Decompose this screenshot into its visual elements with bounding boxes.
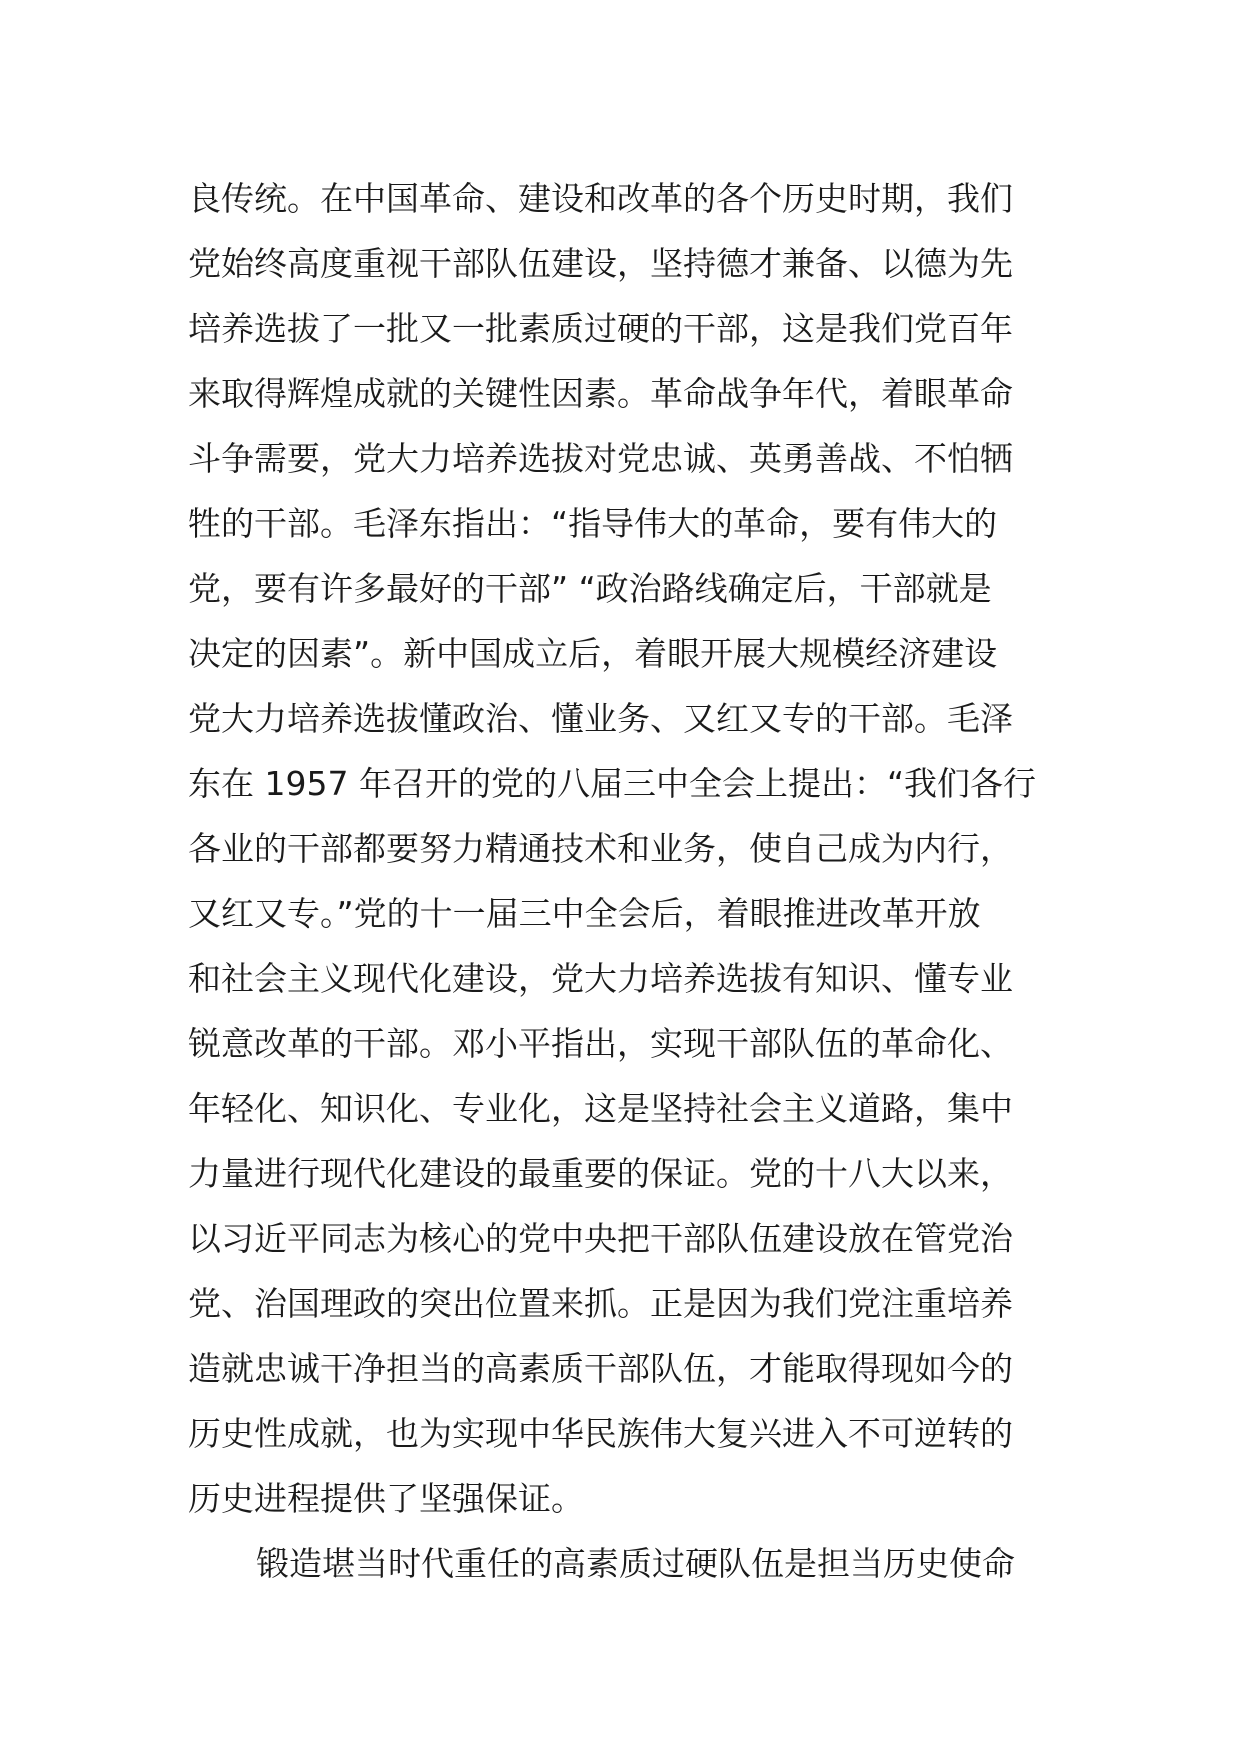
text-line: 良传统。在中国革命、建设和改革的各个历史时期，我们: [188, 179, 1013, 218]
text-line: 党大力培养选拔懂政治、懂业务、又红又专的干部。毛泽: [188, 699, 1013, 738]
text-line: 锐意改革的干部。邓小平指出，实现干部队伍的革命化、: [188, 1024, 1013, 1063]
text-line: 培养选拔了一批又一批素质过硬的干部，这是我们党百年: [188, 309, 1013, 348]
text-line: 决定的因素”。新中国成立后，着眼开展大规模经济建设: [188, 634, 998, 673]
text-line: 牲的干部。毛泽东指出：“指导伟大的革命，要有伟大的: [188, 504, 998, 543]
paragraph: [188, 1531, 1068, 1596]
text-line: 以习近平同志为核心的党中央把干部队伍建设放在管党治: [188, 1219, 1013, 1258]
text-line: 锻造堪当时代重任的高素质过硬队伍是担当历史使命: [256, 1544, 1015, 1583]
body-text: [188, 166, 1068, 1596]
text-line: 年轻化、知识化、专业化，这是坚持社会主义道路，集中: [188, 1089, 1013, 1128]
text-line: 党始终高度重视干部队伍建设，坚持德才兼备、以德为先: [188, 244, 1013, 283]
text-line: 来取得辉煌成就的关键性因素。革命战争年代，着眼革命: [188, 374, 1013, 413]
text-line: 历史性成就，也为实现中华民族伟大复兴进入不可逆转的: [188, 1414, 1013, 1453]
text-line: 党、治国理政的突出位置来抓。正是因为我们党注重培养: [188, 1284, 1013, 1323]
text-line: 党，要有许多最好的干部” “政治路线确定后，干部就是: [188, 569, 992, 608]
text-line: 斗争需要，党大力培养选拔对党忠诚、英勇善战、不怕牺: [188, 439, 1013, 478]
text-line: 造就忠诚干净担当的高素质干部队伍，才能取得现如今的: [188, 1349, 1013, 1388]
text-line: 力量进行现代化建设的最重要的保证。党的十八大以来，: [188, 1154, 1013, 1193]
text-line: 又红又专。”党的十一届三中全会后，着眼推进改革开放: [188, 894, 981, 933]
text-line: 东在 1957 年召开的党的八届三中全会上提出：“我们各行: [188, 764, 1037, 803]
paragraph: [188, 166, 1068, 1531]
text-line: 各业的干部都要努力精通技术和业务，使自己成为内行，: [188, 829, 1013, 868]
text-line: 和社会主义现代化建设，党大力培养选拔有知识、懂专业: [188, 959, 1013, 998]
text-line: 历史进程提供了坚强保证。: [188, 1479, 584, 1518]
